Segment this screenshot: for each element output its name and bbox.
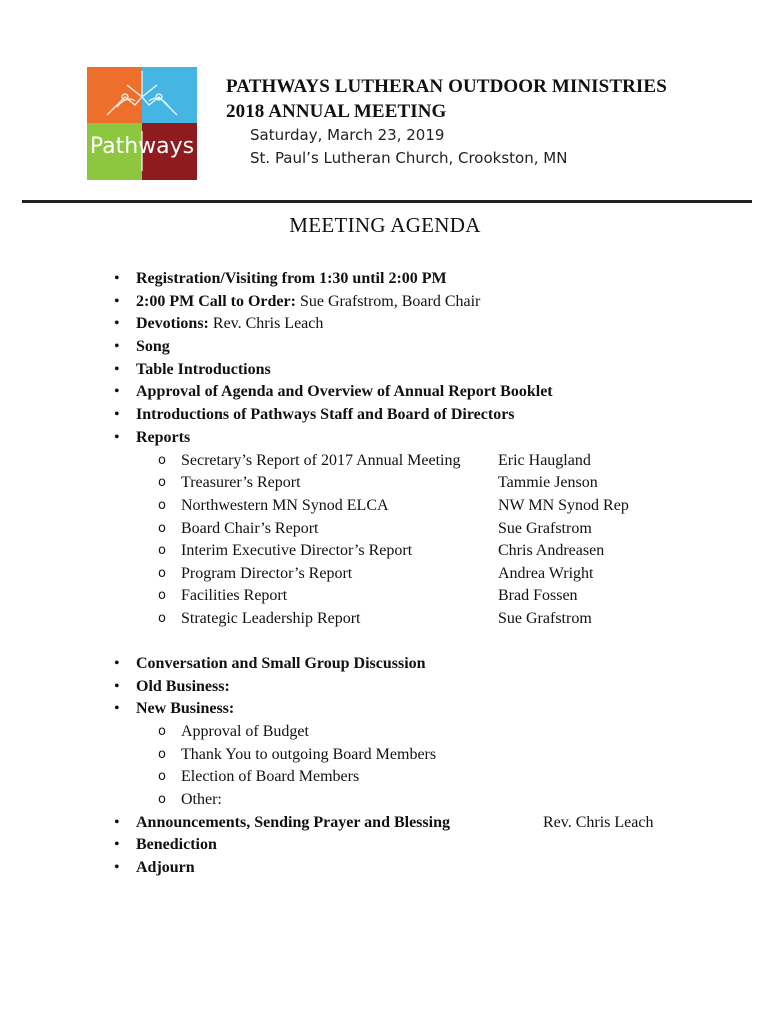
sub-bullet: o <box>158 453 166 468</box>
report-presenter: Chris Andreasen <box>498 542 605 559</box>
bullet: • <box>114 678 120 695</box>
meeting-date: Saturday, March 23, 2019 <box>250 126 445 144</box>
new-business-item: o Election of Board Members <box>0 766 770 788</box>
new-business-item: o Thank You to outgoing Board Members <box>0 744 770 766</box>
agenda-item: • Approval of Agenda and Overview of Annual Report Booklet <box>0 381 770 403</box>
bullet: • <box>114 406 120 423</box>
report-label: Northwestern MN Synod ELCA <box>181 497 389 514</box>
sub-bullet: o <box>158 543 166 558</box>
new-business-item: o Approval of Budget <box>0 721 770 743</box>
agenda-item: • 2:00 PM Call to Order: Sue Grafstrom, Board Chair <box>0 291 770 313</box>
bullet: • <box>114 859 120 876</box>
bullet: • <box>114 293 120 310</box>
meeting-name: 2018 ANNUAL MEETING <box>226 101 447 122</box>
bullet: • <box>114 383 120 400</box>
report-presenter: Sue Grafstrom <box>498 520 592 537</box>
agenda-item: • Registration/Visiting from 1:30 until 2:00 PM <box>0 268 770 290</box>
report-presenter: Andrea Wright <box>498 565 594 582</box>
org-name: PATHWAYS LUTHERAN OUTDOOR MINISTRIES <box>226 76 667 97</box>
report-item <box>0 472 770 494</box>
report-presenter: Tammie Jenson <box>498 474 598 491</box>
report-item <box>0 450 770 472</box>
sub-bullet: o <box>158 769 166 784</box>
report-label: Secretary’s Report of 2017 Annual Meeting <box>181 452 461 469</box>
agenda-item: • Adjourn <box>0 857 770 879</box>
report-item <box>0 540 770 562</box>
bullet: • <box>114 361 120 378</box>
new-business-item: o Other: <box>0 789 770 811</box>
report-presenter: Eric Haugland <box>498 452 591 469</box>
sub-bullet: o <box>158 611 166 626</box>
report-item <box>0 518 770 540</box>
bullet: • <box>114 814 120 831</box>
report-presenter: Sue Grafstrom <box>498 610 592 627</box>
report-label: Facilities Report <box>181 587 288 604</box>
agenda-item: • New Business: <box>0 698 770 720</box>
meeting-location: St. Paul’s Lutheran Church, Crookston, MN <box>250 149 568 167</box>
bullet: • <box>114 315 120 332</box>
bullet: • <box>114 270 120 287</box>
header-divider <box>22 200 752 203</box>
report-label: Treasurer’s Report <box>181 474 301 491</box>
bullet: • <box>114 700 120 717</box>
report-presenter: NW MN Synod Rep <box>498 497 629 514</box>
agenda-item: • Benediction <box>0 834 770 856</box>
bullet: • <box>114 429 120 446</box>
agenda-item: • Old Business: <box>0 676 770 698</box>
sub-bullet: o <box>158 724 166 739</box>
bullet: • <box>114 836 120 853</box>
bullet: • <box>114 338 120 355</box>
report-item <box>0 563 770 585</box>
report-label: Program Director’s Report <box>181 565 353 582</box>
agenda-title: MEETING AGENDA <box>289 213 481 237</box>
sub-bullet: o <box>158 475 166 490</box>
sub-bullet: o <box>158 521 166 536</box>
report-item <box>0 608 770 630</box>
agenda-item: • Devotions: Rev. Chris Leach <box>0 313 770 335</box>
sub-bullet: o <box>158 792 166 807</box>
agenda-presenter: Rev. Chris Leach <box>543 814 654 831</box>
agenda-item: • Table Introductions <box>0 359 770 381</box>
agenda-item: • Song <box>0 336 770 358</box>
agenda-item: • Conversation and Small Group Discussion <box>0 653 770 675</box>
report-label: Strategic Leadership Report <box>181 610 361 627</box>
pathways-logo <box>87 67 197 180</box>
sub-bullet: o <box>158 498 166 513</box>
sub-bullet: o <box>158 747 166 762</box>
report-presenter: Brad Fossen <box>498 587 578 604</box>
logo-wordmark: Pathways <box>89 134 195 159</box>
report-label: Board Chair’s Report <box>181 520 319 537</box>
agenda-item-reports: • Reports <box>0 427 770 449</box>
agenda-item: • Announcements, Sending Prayer and Blessing Rev. Chris Leach <box>0 812 770 834</box>
bullet: • <box>114 655 120 672</box>
organization-title <box>226 74 667 124</box>
report-item <box>0 585 770 607</box>
sub-bullet: o <box>158 566 166 581</box>
report-label: Interim Executive Director’s Report <box>181 542 413 559</box>
agenda-item: • Introductions of Pathways Staff and Board of Directors <box>0 404 770 426</box>
report-item <box>0 495 770 517</box>
sub-bullet: o <box>158 588 166 603</box>
meeting-details <box>250 124 567 170</box>
